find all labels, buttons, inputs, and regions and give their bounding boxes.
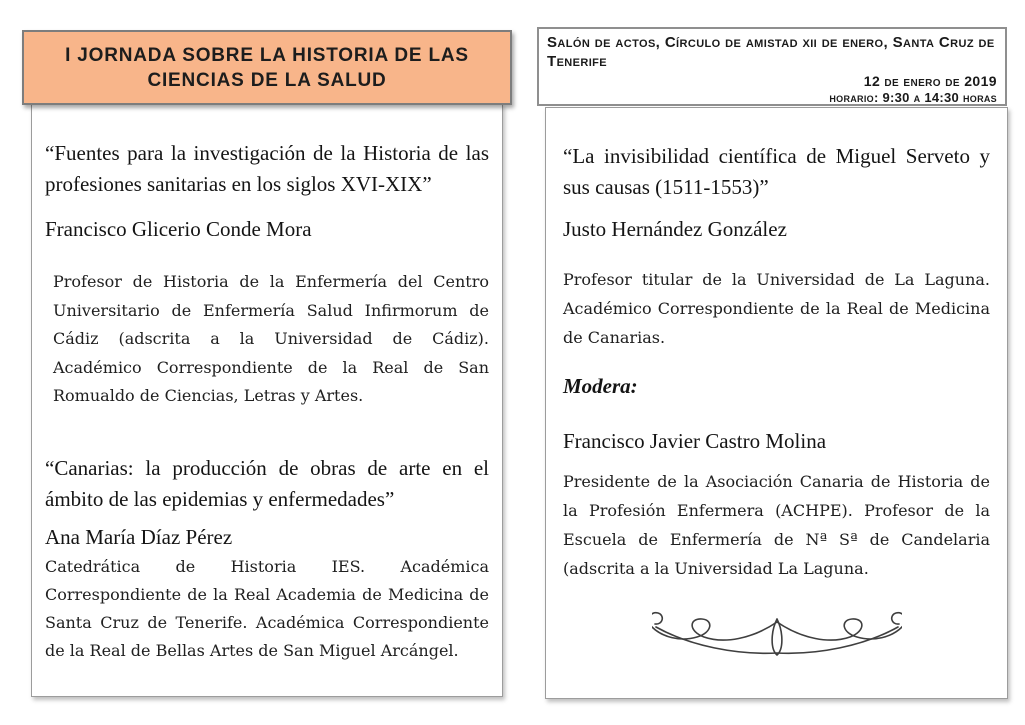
speaker-bio: Catedrática de Historia IES. Académica Correspondiente de la Real Academia de Medicina de Santa Cruz de Tenerife. Académica Correspondiente de la Real de Bellas Artes de San Miguel Arcángel. xyxy=(45,556,489,660)
calligraphic-flourish-icon xyxy=(652,597,902,663)
left-program-panel xyxy=(31,103,503,697)
event-title: I JORNADA SOBRE LA HISTORIA DE LAS CIENCIAS DE LA SALUD xyxy=(65,44,469,91)
venue-text: Salón de actos, Círculo de amistad xii de enero, Santa Cruz de Tenerife xyxy=(547,34,995,70)
venue-datetime-box xyxy=(537,27,1007,106)
speaker-name: Ana María Díaz Pérez xyxy=(45,524,233,549)
moderator-bio: Presidente de la Asociación Canaria de Historia de la Profesión Enfermera (ACHPE). Profesor de la Escuela de Enfermería de Nª Sª de Candelaria (adscrita a la Universidad La Laguna. xyxy=(563,472,990,578)
talk-title: “La invisibilidad científica de Miguel Serveto y sus causas (1511-1553)” xyxy=(563,144,990,199)
speaker-bio: Profesor titular de la Universidad de La Laguna. Académico Correspondiente de la Real de Medicina de Canarias. xyxy=(563,270,990,347)
talk-title: “Canarias: la producción de obras de arte en el ámbito de las epidemias y enfermedades” xyxy=(45,455,489,511)
event-date: 12 de enero de 2019 xyxy=(863,73,997,89)
right-program-panel xyxy=(545,107,1008,699)
speaker-name: Francisco Glicerio Conde Mora xyxy=(45,217,312,241)
event-title-banner xyxy=(22,30,512,105)
moderator-name: Francisco Javier Castro Molina xyxy=(563,429,827,453)
talk-title: “Fuentes para la investigación de la Historia de las profesiones sanitarias en los siglos XVI-XIX” xyxy=(45,141,489,196)
speaker-bio: Profesor de Historia de la Enfermería del Centro Universitario de Enfermería Salud Infirmorum de Cádiz (adscrita a la Universidad de Cádiz). Académico Correspondiente de la Real de San Romualdo de Ciencias, Letras y Artes. xyxy=(53,272,489,405)
speaker-name: Justo Hernández González xyxy=(563,217,787,241)
datetime-block xyxy=(547,73,997,106)
event-schedule: horario: 9:30 a 14:30 horas xyxy=(829,90,997,105)
moderator-label: Modera: xyxy=(563,374,638,398)
flourish-ornament-container xyxy=(563,597,990,663)
